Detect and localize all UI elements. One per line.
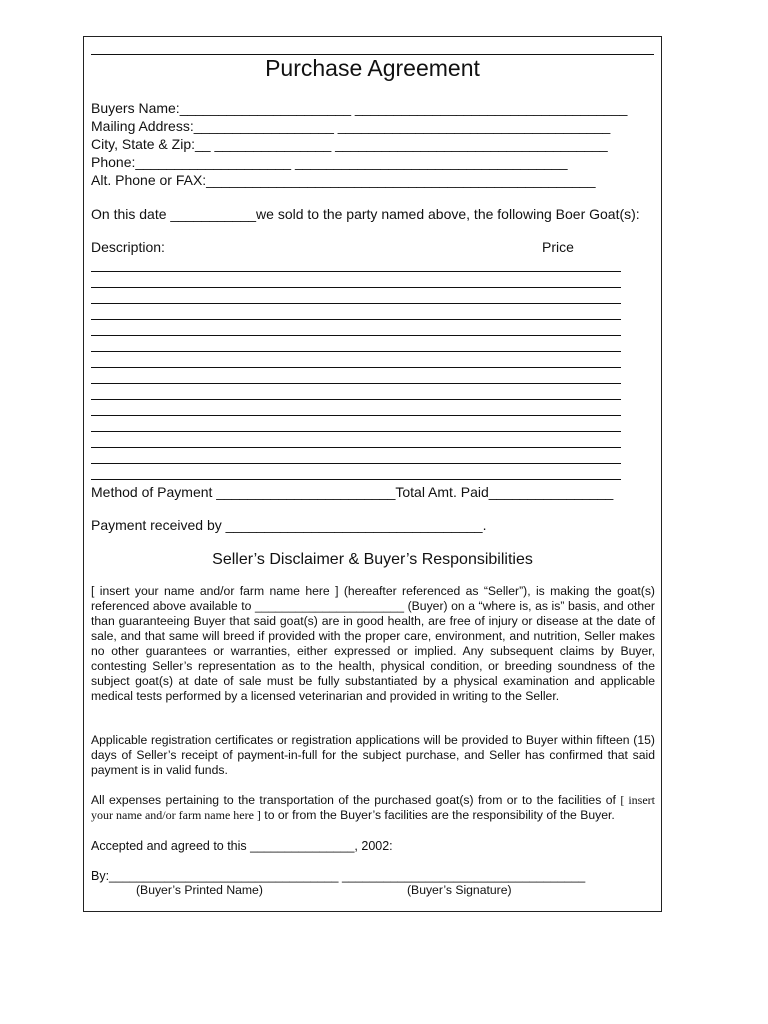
description-line <box>91 479 621 480</box>
disclaimer-heading: Seller’s Disclaimer & Buyer’s Responsibilities <box>212 551 533 568</box>
transportation-text: All expenses pertaining to the transportation of the purchased goat(s) from or to the facilities of <box>91 793 621 807</box>
payment-received-field: Payment received by _________________________________. <box>91 517 487 533</box>
description-line <box>91 271 621 272</box>
signature-line: By:_________________________________ ___________________________________ <box>91 869 586 883</box>
description-line <box>91 367 621 368</box>
buyers-name-field: Buyers Name:______________________ ___________________________________ <box>91 100 628 116</box>
description-line <box>91 319 621 320</box>
description-line <box>91 447 621 448</box>
description-line <box>91 335 621 336</box>
description-line <box>91 351 621 352</box>
price-label: Price <box>542 239 574 255</box>
description-label: Description: <box>91 239 165 255</box>
description-line <box>91 287 621 288</box>
page-title: Purchase Agreement <box>265 55 480 81</box>
disclaimer-paragraph: [ insert your name and/or farm name here ] (hereafter referenced as “Seller”), is making the goat(s) referenced above available to ______________________ (Buyer) on a “where is, as is” basis, and other than guaranteeing Buyer that said goat(s) are in good health, are free of injury or disease at the date of sale, and that same will breed if provided with the proper care, environment, and nutrition, Seller makes no other guarantees or warranties, either expressed or implied. Any subsequent claims by Buyer, contesting Seller’s representation as to the health, physical condition, or breeding soundness of the subject goat(s) at date of sale must be fully substantiated by a physical examination and applicable medical tests performed by a licensed veterinarian and provided in writing to the Seller. <box>91 584 655 703</box>
signature-caption: (Buyer’s Signature) <box>407 883 512 897</box>
printed-name-caption: (Buyer’s Printed Name) <box>136 883 263 897</box>
agreement-page <box>83 36 662 912</box>
phone-field: Phone:____________________ ___________________________________ <box>91 154 568 170</box>
registration-paragraph: Applicable registration certificates or registration applications will be provided to Buyer within fifteen (15) days of Seller’s receipt of payment-in-full for the subject purchase, and Seller has confirmed that said payment is in valid funds. <box>91 733 655 777</box>
method-of-payment-field: Method of Payment _______________________Total Amt. Paid________________ <box>91 484 614 500</box>
transportation-paragraph <box>91 793 655 823</box>
transportation-text-end: to or from the Buyer’s facilities are the responsibility of the Buyer. <box>260 808 615 822</box>
sale-statement: On this date ___________we sold to the party named above, the following Boer Goat(s): <box>91 206 640 222</box>
description-line <box>91 415 621 416</box>
accepted-agreed-line: Accepted and agreed to this _______________, 2002: <box>91 839 393 853</box>
description-line <box>91 303 621 304</box>
mailing-address-field: Mailing Address:__________________ ___________________________________ <box>91 118 611 134</box>
farm-name-placeholder: [ insert your name and/or farm name here ] <box>91 793 655 822</box>
city-state-zip-field: City, State & Zip:__ _______________ ___________________________________ <box>91 136 608 152</box>
description-line <box>91 383 621 384</box>
alt-phone-field: Alt. Phone or FAX:__________________________________________________ <box>91 172 596 188</box>
description-line <box>91 399 621 400</box>
description-line <box>91 431 621 432</box>
description-line <box>91 463 621 464</box>
